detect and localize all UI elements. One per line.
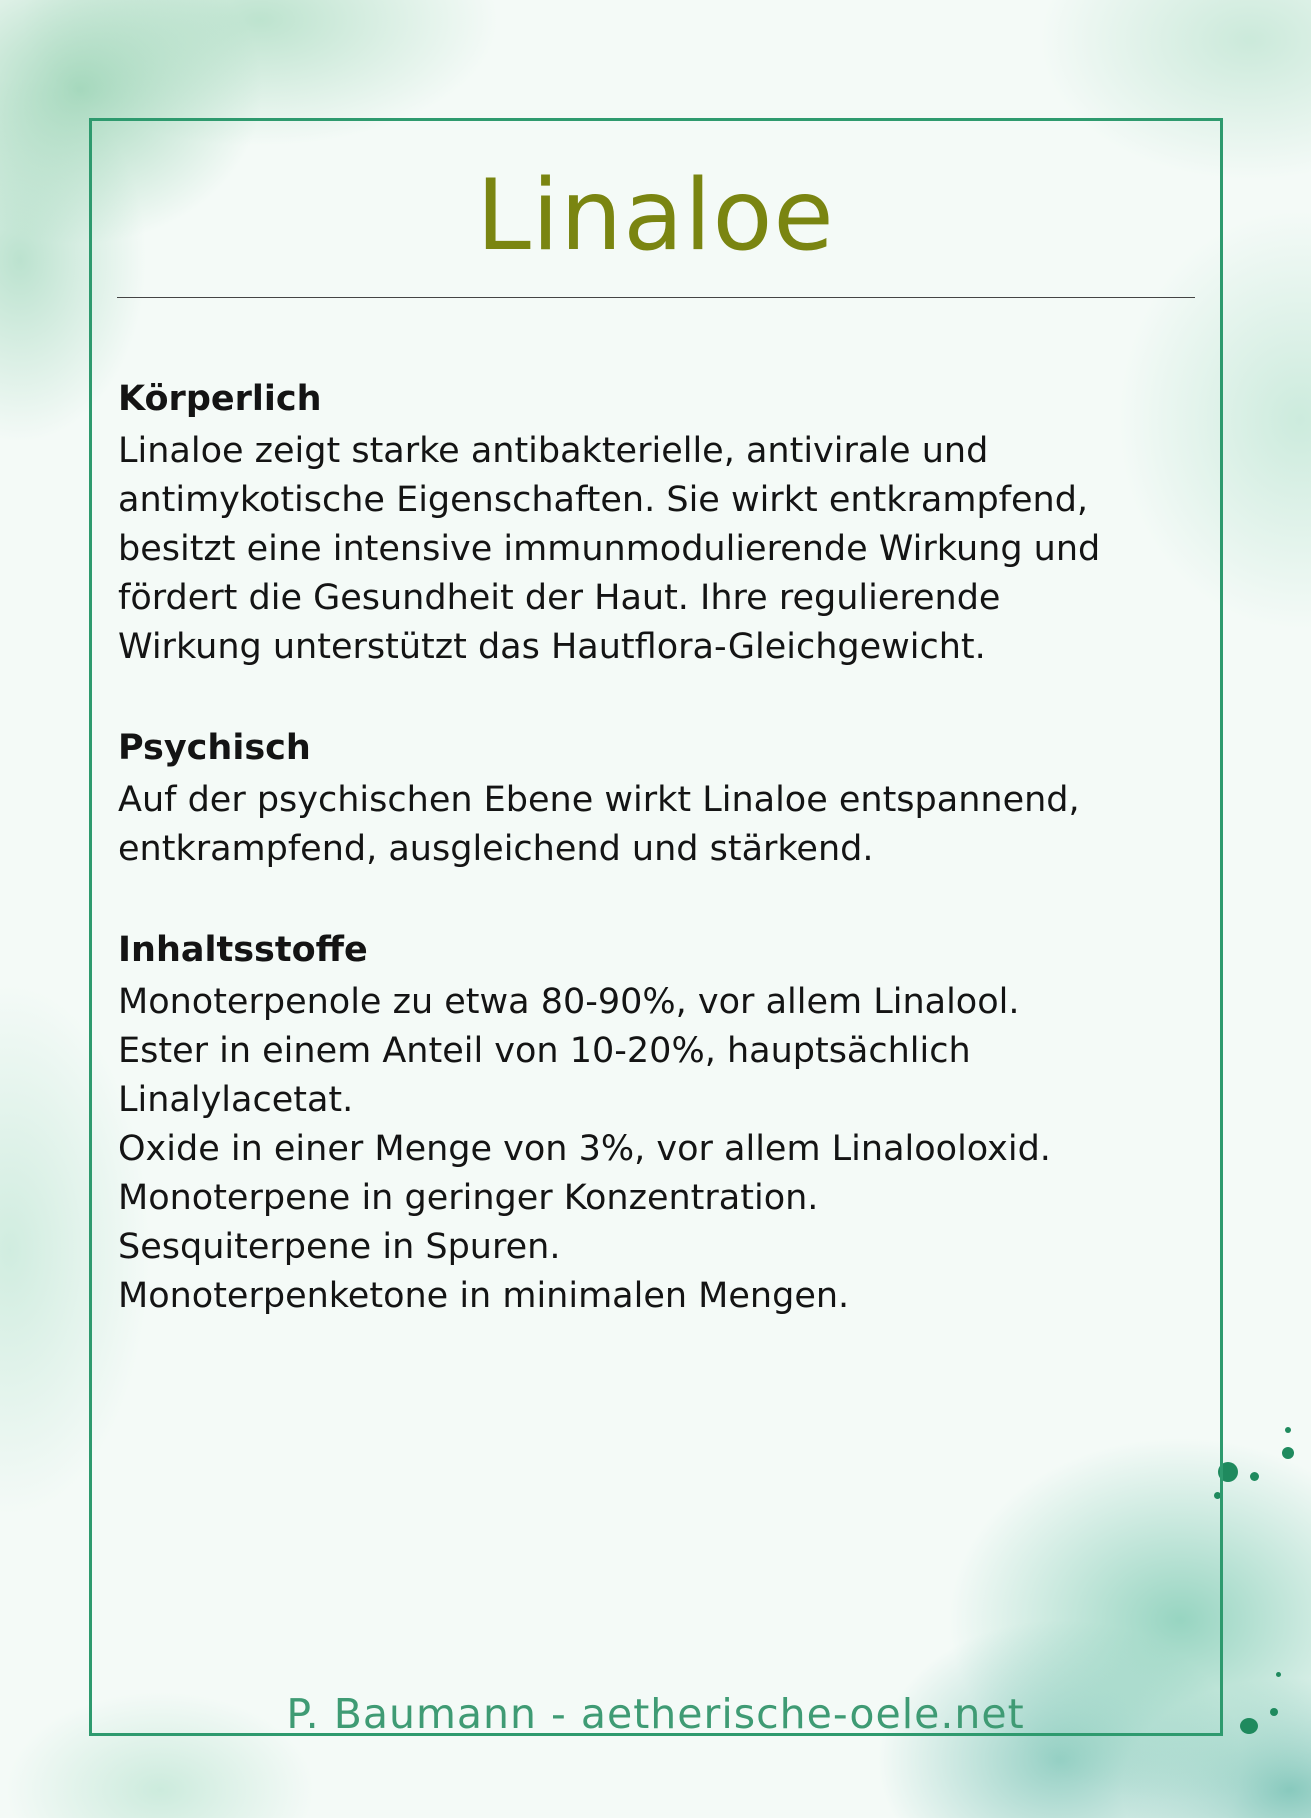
section-text xyxy=(118,427,1188,672)
title-divider xyxy=(117,297,1195,298)
ink-splatter xyxy=(1250,1472,1259,1481)
text-line: Ester in einem Anteil von 10-20%, hauptsächlich xyxy=(118,1031,971,1071)
text-line: Auf der psychischen Ebene wirkt Linaloe entspannend, xyxy=(118,780,1080,820)
text-line: besitzt eine intensive immunmodulierende Wirkung und xyxy=(118,529,1101,569)
section-heading: Psychisch xyxy=(118,728,311,768)
page-title: Linaloe xyxy=(476,159,835,273)
section-heading: Inhaltsstoffe xyxy=(118,930,368,970)
section-inhaltsstoffe xyxy=(118,923,1188,1321)
text-line: Linaloe zeigt starke antibakterielle, antivirale und xyxy=(118,431,989,471)
text-line: Sesquiterpene in Spuren. xyxy=(118,1227,561,1267)
section-heading: Körperlich xyxy=(118,379,322,419)
text-line: Monoterpene in geringer Konzentration. xyxy=(118,1178,819,1218)
section-text xyxy=(118,776,1188,874)
ink-splatter xyxy=(1276,1672,1281,1677)
text-line: Wirkung unterstützt das Hautflora-Gleichgewicht. xyxy=(118,627,986,667)
text-line: Linalylacetat. xyxy=(118,1080,354,1120)
ink-splatter xyxy=(1285,1427,1291,1433)
footer-credit: P. Baumann - aetherische-oele.net xyxy=(286,1690,1025,1738)
text-line: Monoterpenketone in minimalen Mengen. xyxy=(118,1276,850,1316)
section-psychisch xyxy=(118,721,1188,874)
ink-splatter xyxy=(1282,1447,1294,1459)
text-line: antimykotische Eigenschaften. Sie wirkt entkrampfend, xyxy=(118,480,1089,520)
text-line: Monoterpenole zu etwa 80-90%, vor allem Linalool. xyxy=(118,982,1020,1022)
section-text xyxy=(118,978,1188,1321)
card-content xyxy=(118,372,1188,1370)
text-line: fördert die Gesundheit der Haut. Ihre regulierende xyxy=(118,578,1001,618)
text-line: entkrampfend, ausgleichend und stärkend. xyxy=(118,829,874,869)
section-koerperlich xyxy=(118,372,1188,672)
text-line: Oxide in einer Menge von 3%, vor allem Linalooloxid. xyxy=(118,1129,1051,1169)
